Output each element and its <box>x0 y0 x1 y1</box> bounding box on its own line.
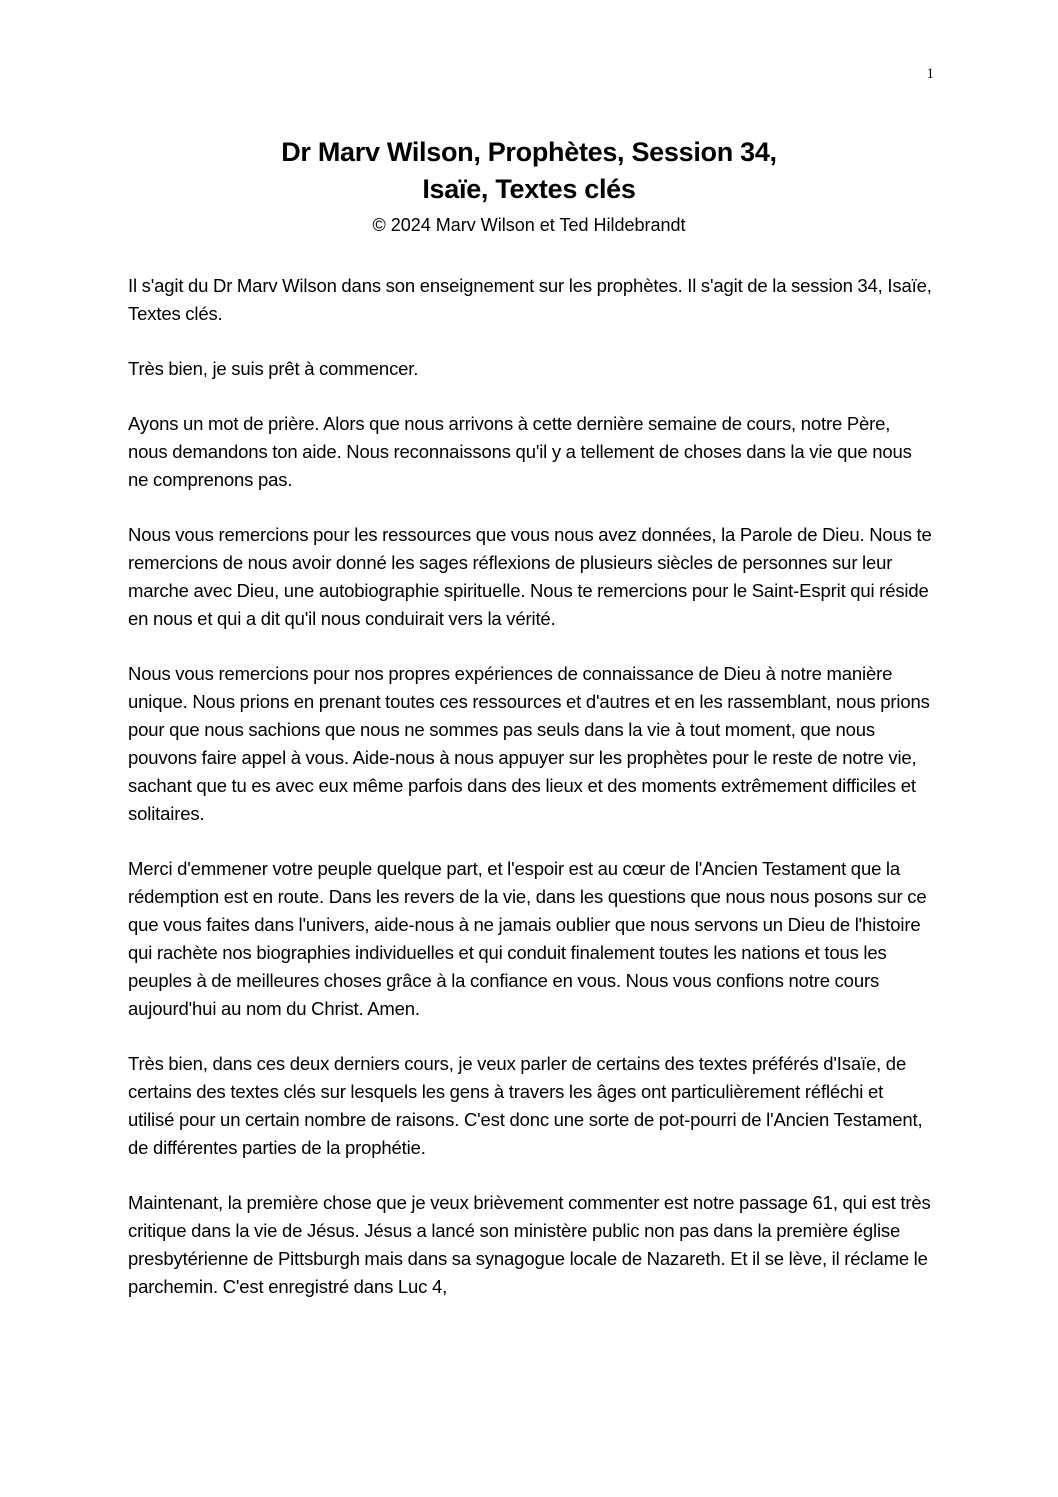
copyright-notice: © 2024 Marv Wilson et Ted Hildebrandt <box>372 215 686 235</box>
document-title-line-2: Isaïe, Textes clés <box>422 174 636 204</box>
paragraph-prayer-opening: Ayons un mot de prière. Alors que nous arrivons à cette dernière semaine de cours, notre Père, nous demandons ton aide. Nous reconnaissons qu'il y a tellement de choses dans la vie que nous ne comprenons pas. <box>128 413 912 490</box>
document-title-line-1: Dr Marv Wilson, Prophètes, Session 34, <box>281 137 777 167</box>
document-body <box>128 272 934 1328</box>
paragraph-key-texts: Très bien, dans ces deux derniers cours, je veux parler de certains des textes préférés d'Isaïe, de certains des textes clés sur lesquels les gens à travers les âges ont particulièrement réfléchi et utilisé pour un certain nombre de raisons. C'est donc une sorte de pot-pourri de l'Ancien Testament, de différentes parties de la prophétie. <box>128 1053 923 1158</box>
paragraph-prayer-thanks-experiences: Nous vous remercions pour nos propres expériences de connaissance de Dieu à notre manière unique. Nous prions en prenant toutes ces ressources et d'autres et en les rassemblant, nous prions pour que nous sachions que nous ne sommes pas seuls dans la vie à tout moment, que nous pouvons faire appel à vous. Aide-nous à nous appuyer sur les prophètes pour le reste de notre vie, sachant que tu es avec eux même parfois dans des lieux et des moments extrêmement difficiles et solitaires. <box>128 663 930 824</box>
paragraph-prayer-closing: Merci d'emmener votre peuple quelque part, et l'espoir est au cœur de l'Ancien Testament que la rédemption est en route. Dans les revers de la vie, dans les questions que nous nous posons sur ce que vous faites dans l'univers, aide-nous à ne jamais oublier que nous servons un Dieu de l'histoire qui rachète nos biographies individuelles et qui conduit finalement toutes les nations et tous les peuples à de meilleures choses grâce à la confiance en vous. Nous vous confions notre cours aujourd'hui au nom du Christ. Amen. <box>128 858 927 1019</box>
paragraph-ready: Très bien, je suis prêt à commencer. <box>128 358 419 379</box>
page-number: 1 <box>926 66 934 82</box>
paragraph-passage-61: Maintenant, la première chose que je veux brièvement commenter est notre passage 61, qui est très critique dans la vie de Jésus. Jésus a lancé son ministère public non pas dans la première église presbytérienne de Pittsburgh mais dans sa synagogue locale de Nazareth. Et il se lève, il réclame le parchemin. C'est enregistré dans Luc 4, <box>128 1192 931 1297</box>
title-block <box>128 134 930 238</box>
paragraph-intro: Il s'agit du Dr Marv Wilson dans son enseignement sur les prophètes. Il s'agit de la session 34, Isaïe, Textes clés. <box>128 275 932 324</box>
paragraph-prayer-thanks-resources: Nous vous remercions pour les ressources que vous nous avez données, la Parole de Dieu. Nous te remercions de nous avoir donné les sages réflexions de plusieurs siècles de personnes sur leur marche avec Dieu, une autobiographie spirituelle. Nous te remercions pour le Saint-Esprit qui réside en nous et qui a dit qu'il nous conduirait vers la vérité. <box>128 524 932 629</box>
